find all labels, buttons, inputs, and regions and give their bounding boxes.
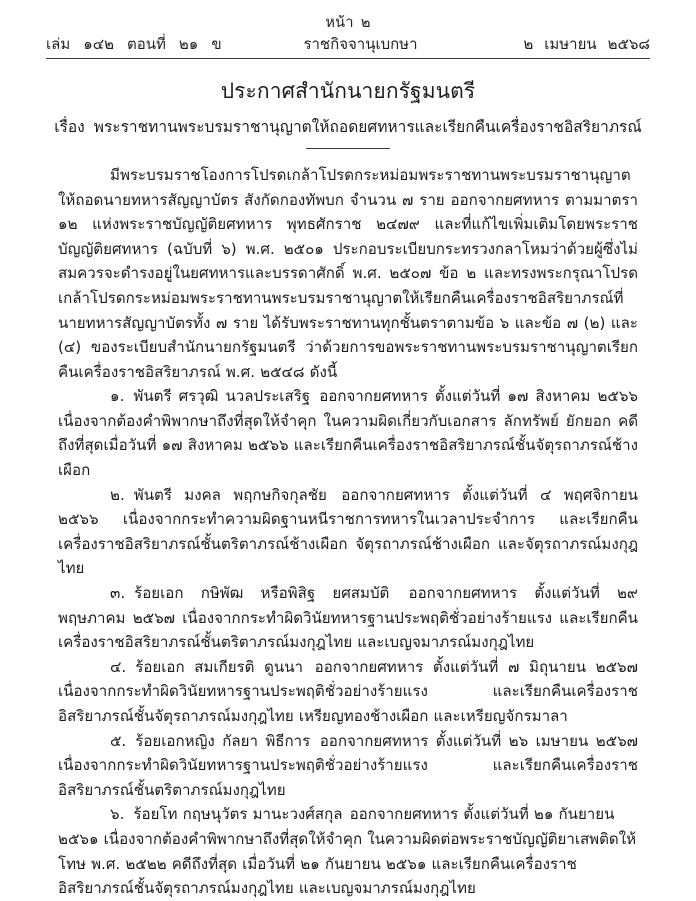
- list-item: [58, 655, 638, 729]
- list-item: [58, 581, 638, 655]
- page-number-line: [46, 14, 650, 34]
- page-number: ๒: [360, 15, 371, 31]
- item-number: ๑.: [110, 387, 125, 406]
- page-masthead: [46, 0, 650, 58]
- item-person-name: ร้อยเอกหญิง กัลยา พิธีการ: [135, 731, 311, 750]
- item-text: ออกจากยศทหาร ตั้งแต่วันที่ ๒๖ เมษายน ๒๕๖๗ เนื่องจากกระทำผิดวินัยทหารฐานประพฤติชั่วอย่างร้ายแรง และเรียกคืนเครื่องราชอิสริยาภรณ์ชั้นตริตาภรณ์มงกุฎไทย: [58, 731, 638, 799]
- item-person-name: ร้อยโท กฤษนุวัตร มานะวงศ์สกุล: [133, 805, 343, 824]
- item-text: ออกจากยศทหาร ตั้งแต่วันที่ ๗ มิถุนายน ๒๕๖๗ เนื่องจากกระทำผิดวินัยทหารฐานประพฤติชั่วอย่างร้ายแรง และเรียกคืนเครื่องราชอิสริยาภรณ์ชั้นจัตุรถาภรณ์มงกุฎไทย เหรียญทองช้างเผือก และเหรียญจักรมาลา: [58, 657, 638, 726]
- section-class: ข: [211, 34, 222, 53]
- item-number: ๔.: [110, 657, 127, 676]
- item-text: ออกจากยศทหาร ตั้งแต่วันที่ ๒๑ กันยายน ๒๕๖๑ เนื่องจากต้องคำพิพากษาถึงที่สุดให้จำคุก ในความผิดต่อพระราชบัญญัติยาเสพติดให้โทษ พ.ศ. ๒๕๒๒ คดีถึงที่สุด เมื่อวันที่ ๒๑ กันยายน ๒๕๖๑ และเรียกคืนเครื่องราชอิสริยาภรณ์ชั้นจัตุรถาภรณ์มงกุฎไทย และเบญจมาภรณ์มงกุฎไทย: [58, 805, 637, 898]
- volume-label: เล่ม: [46, 34, 71, 53]
- item-number: ๒.: [110, 485, 125, 504]
- list-item: [58, 483, 638, 581]
- gazette-name: ราชกิจจานุเบกษา: [303, 34, 418, 53]
- date-day: ๒: [523, 34, 534, 53]
- volume-number: ๑๔๒: [83, 34, 114, 53]
- subject-text: พระราชทานพระบรมราชานุญาตให้ถอดยศทหารและเรียกคืนเครื่องราชอิสริยาภรณ์: [93, 117, 642, 136]
- title-divider: [306, 148, 390, 149]
- subject-label: เรื่อง: [54, 117, 85, 136]
- list-item: [58, 384, 638, 482]
- page-label: หน้า: [325, 15, 354, 31]
- date-month: เมษายน: [544, 34, 597, 53]
- section-number: ๒๑: [178, 34, 199, 53]
- item-text: ออกจากยศทหาร ตั้งแต่วันที่ ๒๙ พฤษภาคม ๒๕๖๗ เนื่องจากกระทำผิดวินัยทหารฐานประพฤติชั่วอย่างร้ายแรง และเรียกคืนเครื่องราชอิสริยาภรณ์ชั้นตริตาภรณ์มงกุฎไทย และเบญจมาภรณ์มงกุฎไทย: [58, 584, 638, 652]
- list-item: [58, 802, 638, 900]
- item-person-name: พันตรี ศรวุฒิ นวลประเสริฐ: [133, 387, 311, 406]
- document-body: [58, 163, 638, 901]
- date-year: ๒๕๖๘: [607, 34, 650, 53]
- header-date-group: [523, 34, 650, 56]
- section-label: ตอนที่: [126, 34, 166, 53]
- page-title: ประกาศสำนักนายกรัฐมนตรี: [220, 79, 476, 104]
- item-text: ออกจากยศทหาร ตั้งแต่วันที่ ๑๗ สิงหาคม ๒๕๖๖ เนื่องจากต้องคำพิพากษาถึงที่สุดให้จำคุก ในความผิดเกี่ยวกับเอกสาร ลักทรัพย์ ยักยอก คดีถึงที่สุดเมื่อวันที่ ๑๗ สิงหาคม ๒๕๖๖ และเรียกคืนเครื่องราชอิสริยาภรณ์ชั้นจัตุรถาภรณ์ช้างเผือก: [58, 387, 638, 480]
- list-item: [58, 729, 638, 803]
- item-person-name: ร้อยเอก สมเกียรติ ดูนนา: [135, 657, 304, 676]
- header-divider: [46, 58, 650, 59]
- item-number: ๓.: [110, 584, 126, 603]
- item-text: ออกจากยศทหาร ตั้งแต่วันที่ ๔ พฤศจิกายน ๒๕๖๖ เนื่องจากกระทำความผิดฐานหนีราชการทหารในเวลาประจำการ และเรียกคืนเครื่องราชอิสริยาภรณ์ชั้นตริตาภรณ์ช้างเผือก จัตุรถาภรณ์ช้างเผือก และจัตุรถาภรณ์มงกุฎไทย: [58, 485, 638, 578]
- header-volume-group: [46, 34, 222, 56]
- item-person-name: ร้อยเอก กษิพัฒ หรือพิสิฐ ยศสมบัติ: [134, 584, 390, 603]
- item-number: ๕.: [110, 731, 127, 750]
- document-subject: [0, 116, 696, 139]
- item-number: ๖.: [110, 805, 125, 824]
- item-person-name: พันตรี มงคล พฤกษกิจกุลชัย: [133, 485, 327, 504]
- preamble-paragraph: มีพระบรมราชโองการโปรดเกล้าโปรดกระหม่อมพระราชทานพระบรมราชานุญาตให้ถอดนายทหารสัญญาบัตร สังกัดกองทัพบก จำนวน ๗ ราย ออกจากยศทหาร ตามมาตรา ๑๒ แห่งพระราชบัญญัติยศทหาร พุทธศักราช ๒๔๗๙ และที่แก้ไขเพิ่มเติมโดยพระราชบัญญัติยศทหาร (ฉบับที่ ๖) พ.ศ. ๒๕๐๑ ประกอบระเบียบกระทรวงกลาโหมว่าด้วยผู้ซึ่งไม่สมควรจะดำรงอยู่ในยศทหารและบรรดาศักดิ์ พ.ศ. ๒๕๐๗ ข้อ ๒ และทรงพระกรุณาโปรดเกล้าโปรดกระหม่อมพระราชทานพระบรมราชานุญาตให้เรียกคืนเครื่องราชอิสริยาภรณ์ที่นายทหารสัญญาบัตรทั้ง ๗ ราย ได้รับพระราชทานทุกชั้นตราตามข้อ ๖ และข้อ ๗ (๒) และ (๔) ของระเบียบสำนักนายกรัฐมนตรี ว่าด้วยการขอพระราชทานพระบรมราชานุญาตเรียกคืนเครื่องราชอิสริยาภรณ์ พ.ศ. ๒๕๔๘ ดังนี้: [58, 165, 638, 381]
- gazette-header-row: [46, 34, 650, 59]
